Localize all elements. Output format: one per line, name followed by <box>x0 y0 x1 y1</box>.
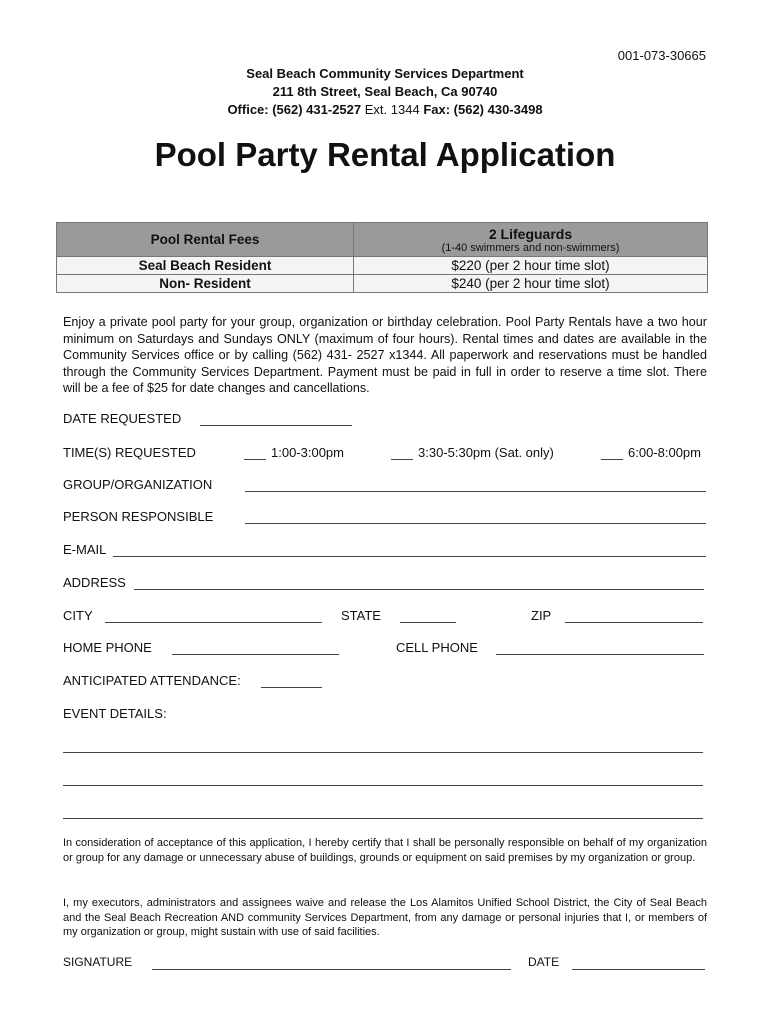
intro-paragraph: Enjoy a private pool party for your group, organization or birthday celebration. Pool Party Rentals have a two hour minimum on Saturdays and Sundays ONLY (maximum of four hours). Rental times and dates are available in the Community Services office or by calling (562) 431- 2527 x1344. All paperwork and reservations must be handled through the Community Services Department. Payment must be paid in full in order to reserve a time slot. There will be a fee of $25 for date changes and cancellations. <box>63 315 707 395</box>
attendance-field[interactable] <box>261 675 322 688</box>
date-label: DATE <box>528 955 560 969</box>
cell-phone-label: CELL PHONE <box>396 640 478 655</box>
time-option-3-checkbox[interactable] <box>601 447 623 460</box>
cell-phone-field[interactable] <box>496 642 704 655</box>
city-field[interactable] <box>105 610 322 623</box>
email-label: E-MAIL <box>63 542 107 557</box>
times-requested-label: TIME(S) REQUESTED <box>63 445 196 460</box>
row-value: $240 (per 2 hour time slot) <box>354 275 708 293</box>
home-phone-field[interactable] <box>172 642 339 655</box>
home-phone-label: HOME PHONE <box>63 640 152 655</box>
office-phone: Office: (562) 431-2527 <box>227 102 362 117</box>
date-field[interactable] <box>572 957 705 970</box>
document-number: 001-073-30665 <box>617 48 706 63</box>
row-label: Non- Resident <box>57 275 354 293</box>
event-details-line-1[interactable] <box>63 740 703 753</box>
group-label: GROUP/ORGANIZATION <box>63 477 213 492</box>
time-option-3-label: 6:00-8:00pm <box>628 445 701 460</box>
fax-number: Fax: (562) 430-3498 <box>423 102 543 117</box>
row-label: Seal Beach Resident <box>57 257 354 275</box>
consideration-statement: In consideration of acceptance of this application, I hereby certify that I shall be personally responsible on behalf of my organization or group for any damage or unnecessary abuse of buildings, grounds or equipment on said premises by my organization or group. <box>63 837 707 864</box>
office-extension: Ext. 1344 <box>364 102 420 117</box>
waiver-statement: I, my executors, administrators and assignees waive and release the Los Alamitos Unified School District, the City of Seal Beach and the Seal Beach Recreation AND community Services Department, from any damage or personal injuries that I, or members of my organization or group, might sustain with use of said facilities. <box>63 897 707 938</box>
department-name: Seal Beach Community Services Department <box>246 66 524 81</box>
state-label: STATE <box>341 608 381 623</box>
city-label: CITY <box>63 608 93 623</box>
person-responsible-field[interactable] <box>245 511 706 524</box>
event-details-line-2[interactable] <box>63 773 703 786</box>
address-label: ADDRESS <box>63 575 126 590</box>
zip-label: ZIP <box>531 608 552 623</box>
department-contact <box>0 102 770 117</box>
table-row <box>57 275 708 293</box>
date-requested-field[interactable] <box>200 413 352 426</box>
zip-field[interactable] <box>565 610 703 623</box>
signature-label: SIGNATURE <box>63 955 133 969</box>
fees-table <box>56 222 708 293</box>
row-value: $220 (per 2 hour time slot) <box>354 257 708 275</box>
lifeguards-header-sub: (1-40 swimmers and non-swimmers) <box>441 241 620 254</box>
lifeguards-col-header <box>354 223 708 257</box>
date-requested-label: DATE REQUESTED <box>63 411 182 426</box>
department-address: 211 8th Street, Seal Beach, Ca 90740 <box>272 84 498 99</box>
table-row <box>57 257 708 275</box>
event-details-line-3[interactable] <box>63 806 703 819</box>
time-option-2-checkbox[interactable] <box>391 447 413 460</box>
page-title: Pool Party Rental Application <box>154 136 616 173</box>
time-option-1-checkbox[interactable] <box>244 447 266 460</box>
time-option-1-label: 1:00-3:00pm <box>271 445 344 460</box>
email-field[interactable] <box>113 544 706 557</box>
attendance-label: ANTICIPATED ATTENDANCE: <box>63 673 241 688</box>
lifeguards-header-label: 2 Lifeguards <box>488 225 573 242</box>
event-details-label: EVENT DETAILS: <box>63 706 167 721</box>
state-field[interactable] <box>400 610 456 623</box>
group-field[interactable] <box>245 479 706 492</box>
person-responsible-label: PERSON RESPONSIBLE <box>63 509 214 524</box>
fees-col-header: Pool Rental Fees <box>57 223 354 257</box>
time-option-2-label: 3:30-5:30pm (Sat. only) <box>418 445 554 460</box>
address-field[interactable] <box>134 577 704 590</box>
signature-field[interactable] <box>152 957 511 970</box>
